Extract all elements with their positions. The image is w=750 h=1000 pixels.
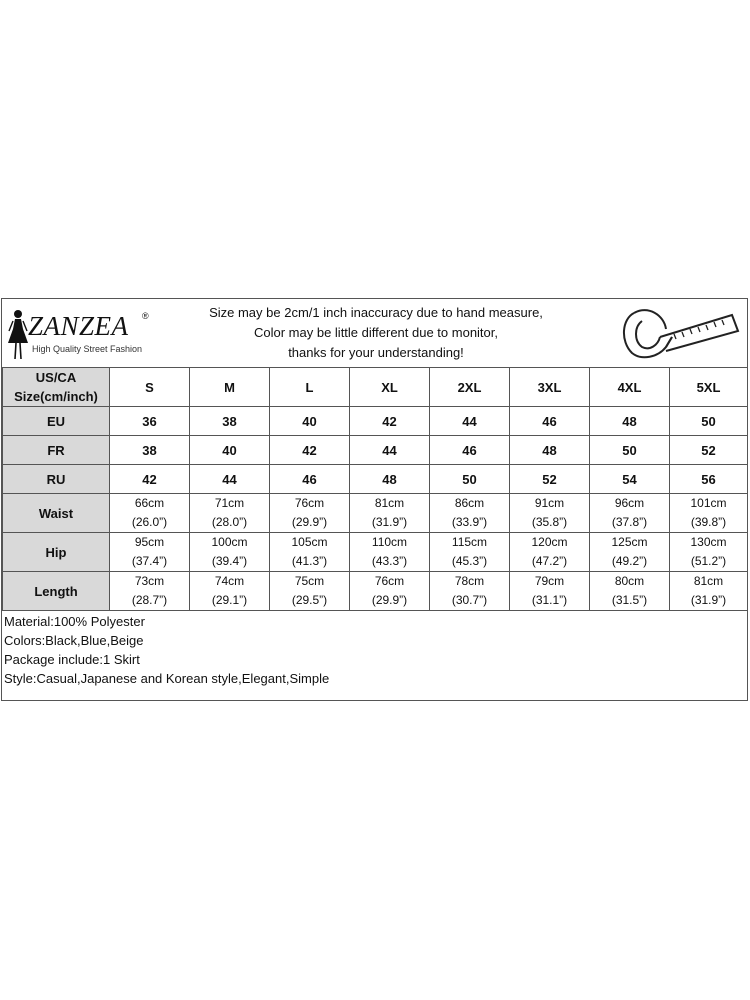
cm-value: 100cm [211,535,248,549]
table-cell: 36 [110,407,190,436]
row-label: EU [3,407,110,436]
table-cell: 56 [670,465,748,494]
cm-value: 66cm [134,496,165,510]
inch-value: (47.2”) [531,554,568,568]
table-cell [510,494,590,533]
detail-package: Package include:1 Skirt [4,652,140,667]
table-cell [430,494,510,533]
brand-tagline: High Quality Street Fashion [32,344,143,354]
chart-header [2,299,747,368]
table-cell [110,533,190,572]
cm-value: 95cm [134,535,165,549]
table-cell [430,533,510,572]
size-header: 2XL [430,368,510,407]
row-label: Length [3,572,110,611]
cm-value: 76cm [294,496,325,510]
table-cell: 42 [110,465,190,494]
table-cell [590,494,670,533]
notice-line: Color may be little different due to monitor, [254,325,498,340]
table-cell [590,533,670,572]
detail-material: Material:100% Polyester [4,614,145,629]
cm-value: 76cm [374,574,405,588]
table-cell [270,494,350,533]
cm-value: 101cm [690,496,727,510]
table-cell: 44 [350,436,430,465]
size-header: XL [350,368,430,407]
inch-value: (30.7”) [451,593,488,607]
table-cell: 52 [510,465,590,494]
table-cell: 50 [430,465,510,494]
size-header: L [270,368,350,407]
table-cell [190,533,270,572]
corner-label [3,368,110,407]
inch-value: (29.5”) [291,593,328,607]
size-header: M [190,368,270,407]
table-cell: 54 [590,465,670,494]
size-header: 4XL [590,368,670,407]
cm-value: 115cm [451,535,488,549]
table-row-length [3,572,748,611]
table-cell [190,572,270,611]
table-cell [670,494,748,533]
measurement-notice [170,303,582,363]
cm-value: 105cm [291,535,328,549]
corner-label-line: Size(cm/inch) [14,389,98,404]
table-row-ru [3,465,748,494]
cm-value: 74cm [214,574,245,588]
table-cell [350,494,430,533]
cm-value: 110cm [371,535,408,549]
inch-value: (45.3”) [451,554,488,568]
table-cell [670,533,748,572]
inch-value: (31.1”) [531,593,568,607]
size-header-row [3,368,748,407]
cm-value: 73cm [134,574,165,588]
table-cell [510,533,590,572]
cm-value: 91cm [534,496,565,510]
inch-value: (39.4”) [211,554,248,568]
size-chart [1,298,748,701]
cm-value: 71cm [214,496,245,510]
table-cell [350,572,430,611]
inch-value: (29.9”) [291,515,328,529]
table-row-fr [3,436,748,465]
table-cell: 50 [670,407,748,436]
cm-value: 81cm [693,574,724,588]
cm-value: 81cm [374,496,405,510]
table-cell [350,533,430,572]
table-cell: 50 [590,436,670,465]
table-cell: 46 [510,407,590,436]
registered-mark: ® [142,311,149,321]
row-label: RU [3,465,110,494]
table-cell [670,572,748,611]
table-cell: 40 [190,436,270,465]
table-cell [110,572,190,611]
inch-value: (28.7”) [131,593,168,607]
detail-style: Style:Casual,Japanese and Korean style,Elegant,Simple [4,671,330,686]
table-cell [110,494,190,533]
cm-value: 86cm [454,496,485,510]
inch-value: (51.2”) [690,554,727,568]
cm-value: 120cm [531,535,568,549]
inch-value: (29.9”) [371,593,408,607]
table-cell [510,572,590,611]
table-cell: 52 [670,436,748,465]
cm-value: 125cm [611,535,648,549]
brand-logo [4,305,164,361]
row-label: FR [3,436,110,465]
size-header: S [110,368,190,407]
row-label: Waist [3,494,110,533]
table-cell: 46 [430,436,510,465]
corner-label-line: US/CA [35,370,77,385]
cm-value: 79cm [534,574,565,588]
inch-value: (39.8”) [690,515,727,529]
inch-value: (35.8”) [531,515,568,529]
detail-colors: Colors:Black,Blue,Beige [4,633,144,648]
cm-value: 96cm [614,496,645,510]
product-details [4,612,329,688]
inch-value: (28.0”) [211,515,248,529]
woman-silhouette-icon [7,309,29,361]
size-table [2,367,748,611]
inch-value: (26.0”) [131,515,168,529]
measuring-tape-icon [614,301,744,365]
table-cell: 44 [190,465,270,494]
notice-line: thanks for your understanding! [288,345,464,360]
table-row-hip [3,533,748,572]
inch-value: (37.4”) [131,554,168,568]
table-row-waist [3,494,748,533]
table-cell: 40 [270,407,350,436]
brand-name: ZANZEA [28,311,129,341]
inch-value: (37.8”) [611,515,648,529]
inch-value: (31.9”) [690,593,727,607]
table-cell: 42 [270,436,350,465]
notice-line: Size may be 2cm/1 inch inaccuracy due to hand measure, [209,305,543,320]
inch-value: (41.3”) [291,554,328,568]
table-cell [190,494,270,533]
inch-value: (31.5”) [611,593,648,607]
inch-value: (43.3”) [371,554,408,568]
table-cell [270,572,350,611]
cm-value: 80cm [614,574,645,588]
inch-value: (31.9”) [371,515,408,529]
cm-value: 75cm [294,574,325,588]
cm-value: 130cm [690,535,727,549]
cm-value: 78cm [454,574,485,588]
size-header: 3XL [510,368,590,407]
inch-value: (29.1”) [211,593,248,607]
inch-value: (33.9”) [451,515,488,529]
table-cell [430,572,510,611]
row-label: Hip [3,533,110,572]
table-row-eu [3,407,748,436]
table-cell: 38 [190,407,270,436]
table-cell: 44 [430,407,510,436]
inch-value: (49.2”) [611,554,648,568]
table-cell: 48 [510,436,590,465]
table-cell [590,572,670,611]
size-header: 5XL [670,368,748,407]
table-cell: 48 [350,465,430,494]
table-cell: 46 [270,465,350,494]
table-cell: 42 [350,407,430,436]
table-cell: 38 [110,436,190,465]
table-cell [270,533,350,572]
table-cell: 48 [590,407,670,436]
